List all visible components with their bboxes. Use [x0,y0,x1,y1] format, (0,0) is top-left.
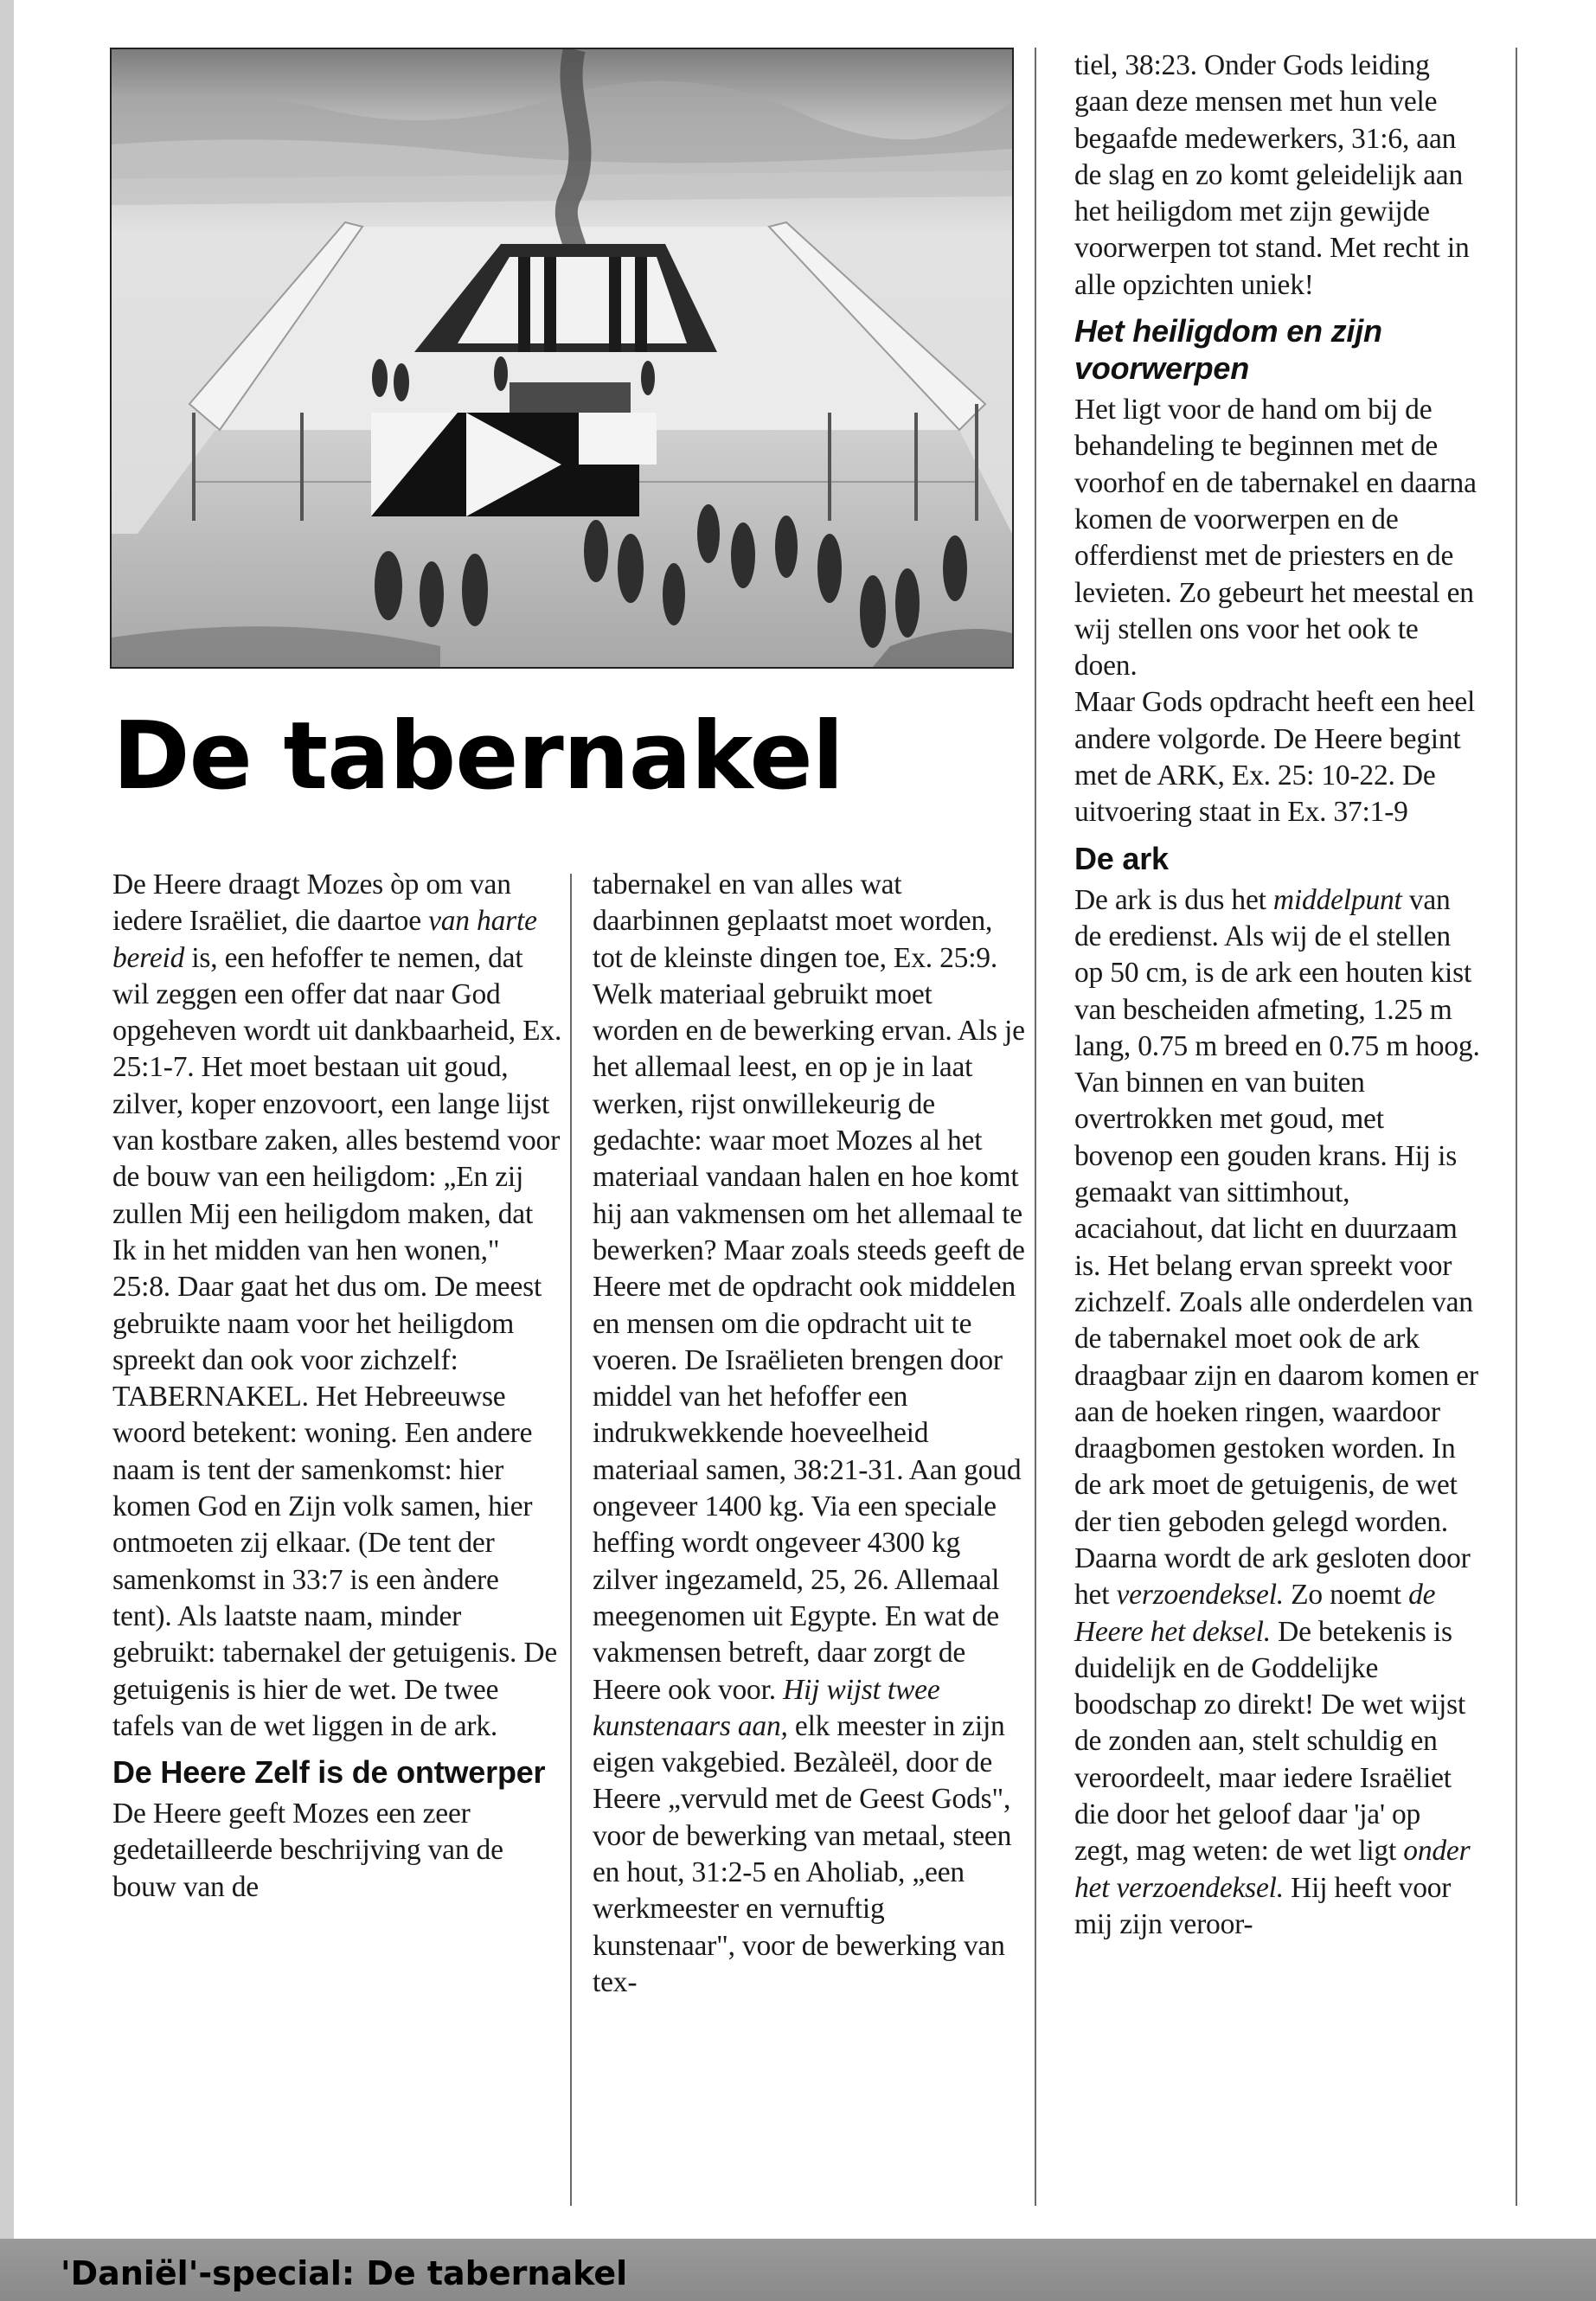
paragraph-emphasis: verzoendeksel. [1116,1579,1284,1612]
paragraph [112,867,562,1745]
paragraph: Het ligt voor de hand om bij de behandeling te beginnen met de voorhof en de tabernakel en daarna komen de voorwerpen en de offerdienst met de priesters en de levieten. Zo gebeurt het meestal en wij stellen ons voor het ook te doen. [1074,394,1477,683]
column-divider [570,874,572,2206]
section-heading: De ark [1074,840,1169,876]
text-column-1 [112,867,562,1906]
tabernacle-illustration-svg [112,49,1012,667]
paragraph-text: elk meester in zijn eigen vakgebied. Bezàleël, door de Heere „vervuld met de Geest Gods", voor de bewerking van metaal, steen en hout, 31:2-5 en Aholiab, „een werkmeester en vernuftig kunstenaar", voor de bewerking van tex- [593,1709,1012,1998]
paragraph-text: De ark is dus het [1074,883,1273,916]
paragraph-text: De Heere draagt Mozes òp om van iedere Israëliet, die daartoe [112,868,511,938]
paragraph-text: Hij heeft voor mij zijn veroor- [1074,1871,1452,1940]
column-divider [1035,48,1036,2206]
paragraph [1074,882,1481,1944]
section-heading: Het heiligdom en zijn voorwerpen [1074,313,1382,387]
section-heading: De Heere Zelf is de ontwerper [112,1754,546,1791]
article-title: De tabernakel [112,702,843,811]
paragraph [593,867,1025,2001]
paragraph-text: van de eredienst. Als wij de el stellen op 50 cm, is de ark een houten kist van bescheiden afmeting, 1.25 m lang, 0.75 m breed en 0.75 m hoog. Van binnen en van buiten overtrokken met goud, met bovenop een gouden krans. Hij is gemaakt van sittimhout, acaciahout, dat licht en duurzaam is. Het belang ervan spreekt voor zichzelf. Zoals alle onderdelen van de tabernakel moet ook de ark draagbaar zijn en daarom komen er aan de hoeken ringen, waardoor draagbomen gestoken worden. In de ark moet de getuigenis, de wet der tien geboden gelegd worden. Daarna wordt de ark gesloten door het [1074,883,1480,1612]
paragraph-emphasis: middelpunt [1272,883,1402,916]
page-edge-shadow [0,0,14,2239]
paragraph-emphasis: Hij wijst twee kunstenaars aan, [593,1673,940,1742]
footer-caption: 'Daniël'-special: De tabernakel [61,2254,628,2292]
paragraph: Maar Gods opdracht heeft een heel andere volgorde. De Heere begint met de ARK, Ex. 25: 10-22. De uitvoering staat in Ex. 37:1-9 [1074,686,1476,829]
paragraph-text: is, een hefoffer te nemen, dat wil zeggen een offer dat naar God opgeheven wordt uit dankbaarheid, Ex. 25:1-7. Het moet bestaan uit goud, zilver, koper enzovoort, een lange lijst van kostbare zaken, alles bestemd voor de bouw van een heiligdom: „En zij zullen Mij een heiligdom maken, dat Ik in het midden van hen wonen," 25:8. Daar gaat het dus om. De meest gebruikte naam voor het heiligdom spreekt dan ook voor zichzelf: TABERNAKEL. Het Hebreeuwse woord betekent: woning. Een andere naam is tent der samenkomst: hier komen God en Zijn volk samen, hier ontmoeten zij elkaar. (De tent der samenkomst in 33:7 is een àndere tent). Als laatste naam, minder gebruikt: tabernakel der getuigenis. De getuigenis is hier de wet. De twee tafels van de wet liggen in de ark. [112,941,562,1742]
tabernacle-illustration [110,48,1014,669]
text-column-3 [1074,48,1481,1943]
paragraph: De Heere geeft Mozes een zeer gedetailleerde beschrijving van de bouw van de [112,1798,503,1903]
paragraph-text: tabernakel en van alles wat daarbinnen geplaatst moet worden, tot de kleinste dingen toe, Ex. 25:9. Welk materiaal gebruikt moet worden en de bewerking ervan. Als je het allemaal leest, en op je in laat werken, rijst onwillekeurig de gedachte: waar moet Mozes al het materiaal vandaan halen en hoe komt hij aan vakmensen om het allemaal te bewerken? Maar zoals steeds geeft de Heere met de opdracht ook middelen en mensen om die opdracht uit te voeren. De Israëlieten brengen door middel van het hefoffer een indrukwekkende hoeveelheid materiaal samen, 38:21-31. Aan goud ongeveer 1400 kg. Via een speciale heffing wordt ongeveer 4300 kg zilver ingezameld, 25, 26. Allemaal meegenomen uit Egypte. En wat de vakmensen betreft, daar zorgt de Heere ook voor. [593,868,1025,1706]
paragraph-emphasis: onder het verzoendeksel. [1074,1835,1471,1904]
paragraph-emphasis: van harte bereid [112,905,537,974]
text-column-2 [593,867,1025,2001]
paragraph-text: De betekenis is duidelijk en de Goddelijke boodschap zo direkt! De wet wijst de zonden aan, stelt schuldig en veroordeelt, maar iedere Israëliet die door het geloof daar 'ja' op zegt, mag weten: de wet ligt [1074,1615,1466,1868]
column-divider [1516,48,1517,2206]
paragraph: tiel, 38:23. Onder Gods leiding gaan deze mensen met hun vele begaafde medewerkers, 31:6, aan de slag en zo komt geleidelijk aan het heiligdom met zijn gewijde voorwerpen tot stand. Met recht in alle opzichten uniek! [1074,49,1470,301]
paragraph-text: Zo noemt [1283,1579,1409,1612]
paragraph-emphasis: de Heere het deksel. [1074,1579,1436,1648]
